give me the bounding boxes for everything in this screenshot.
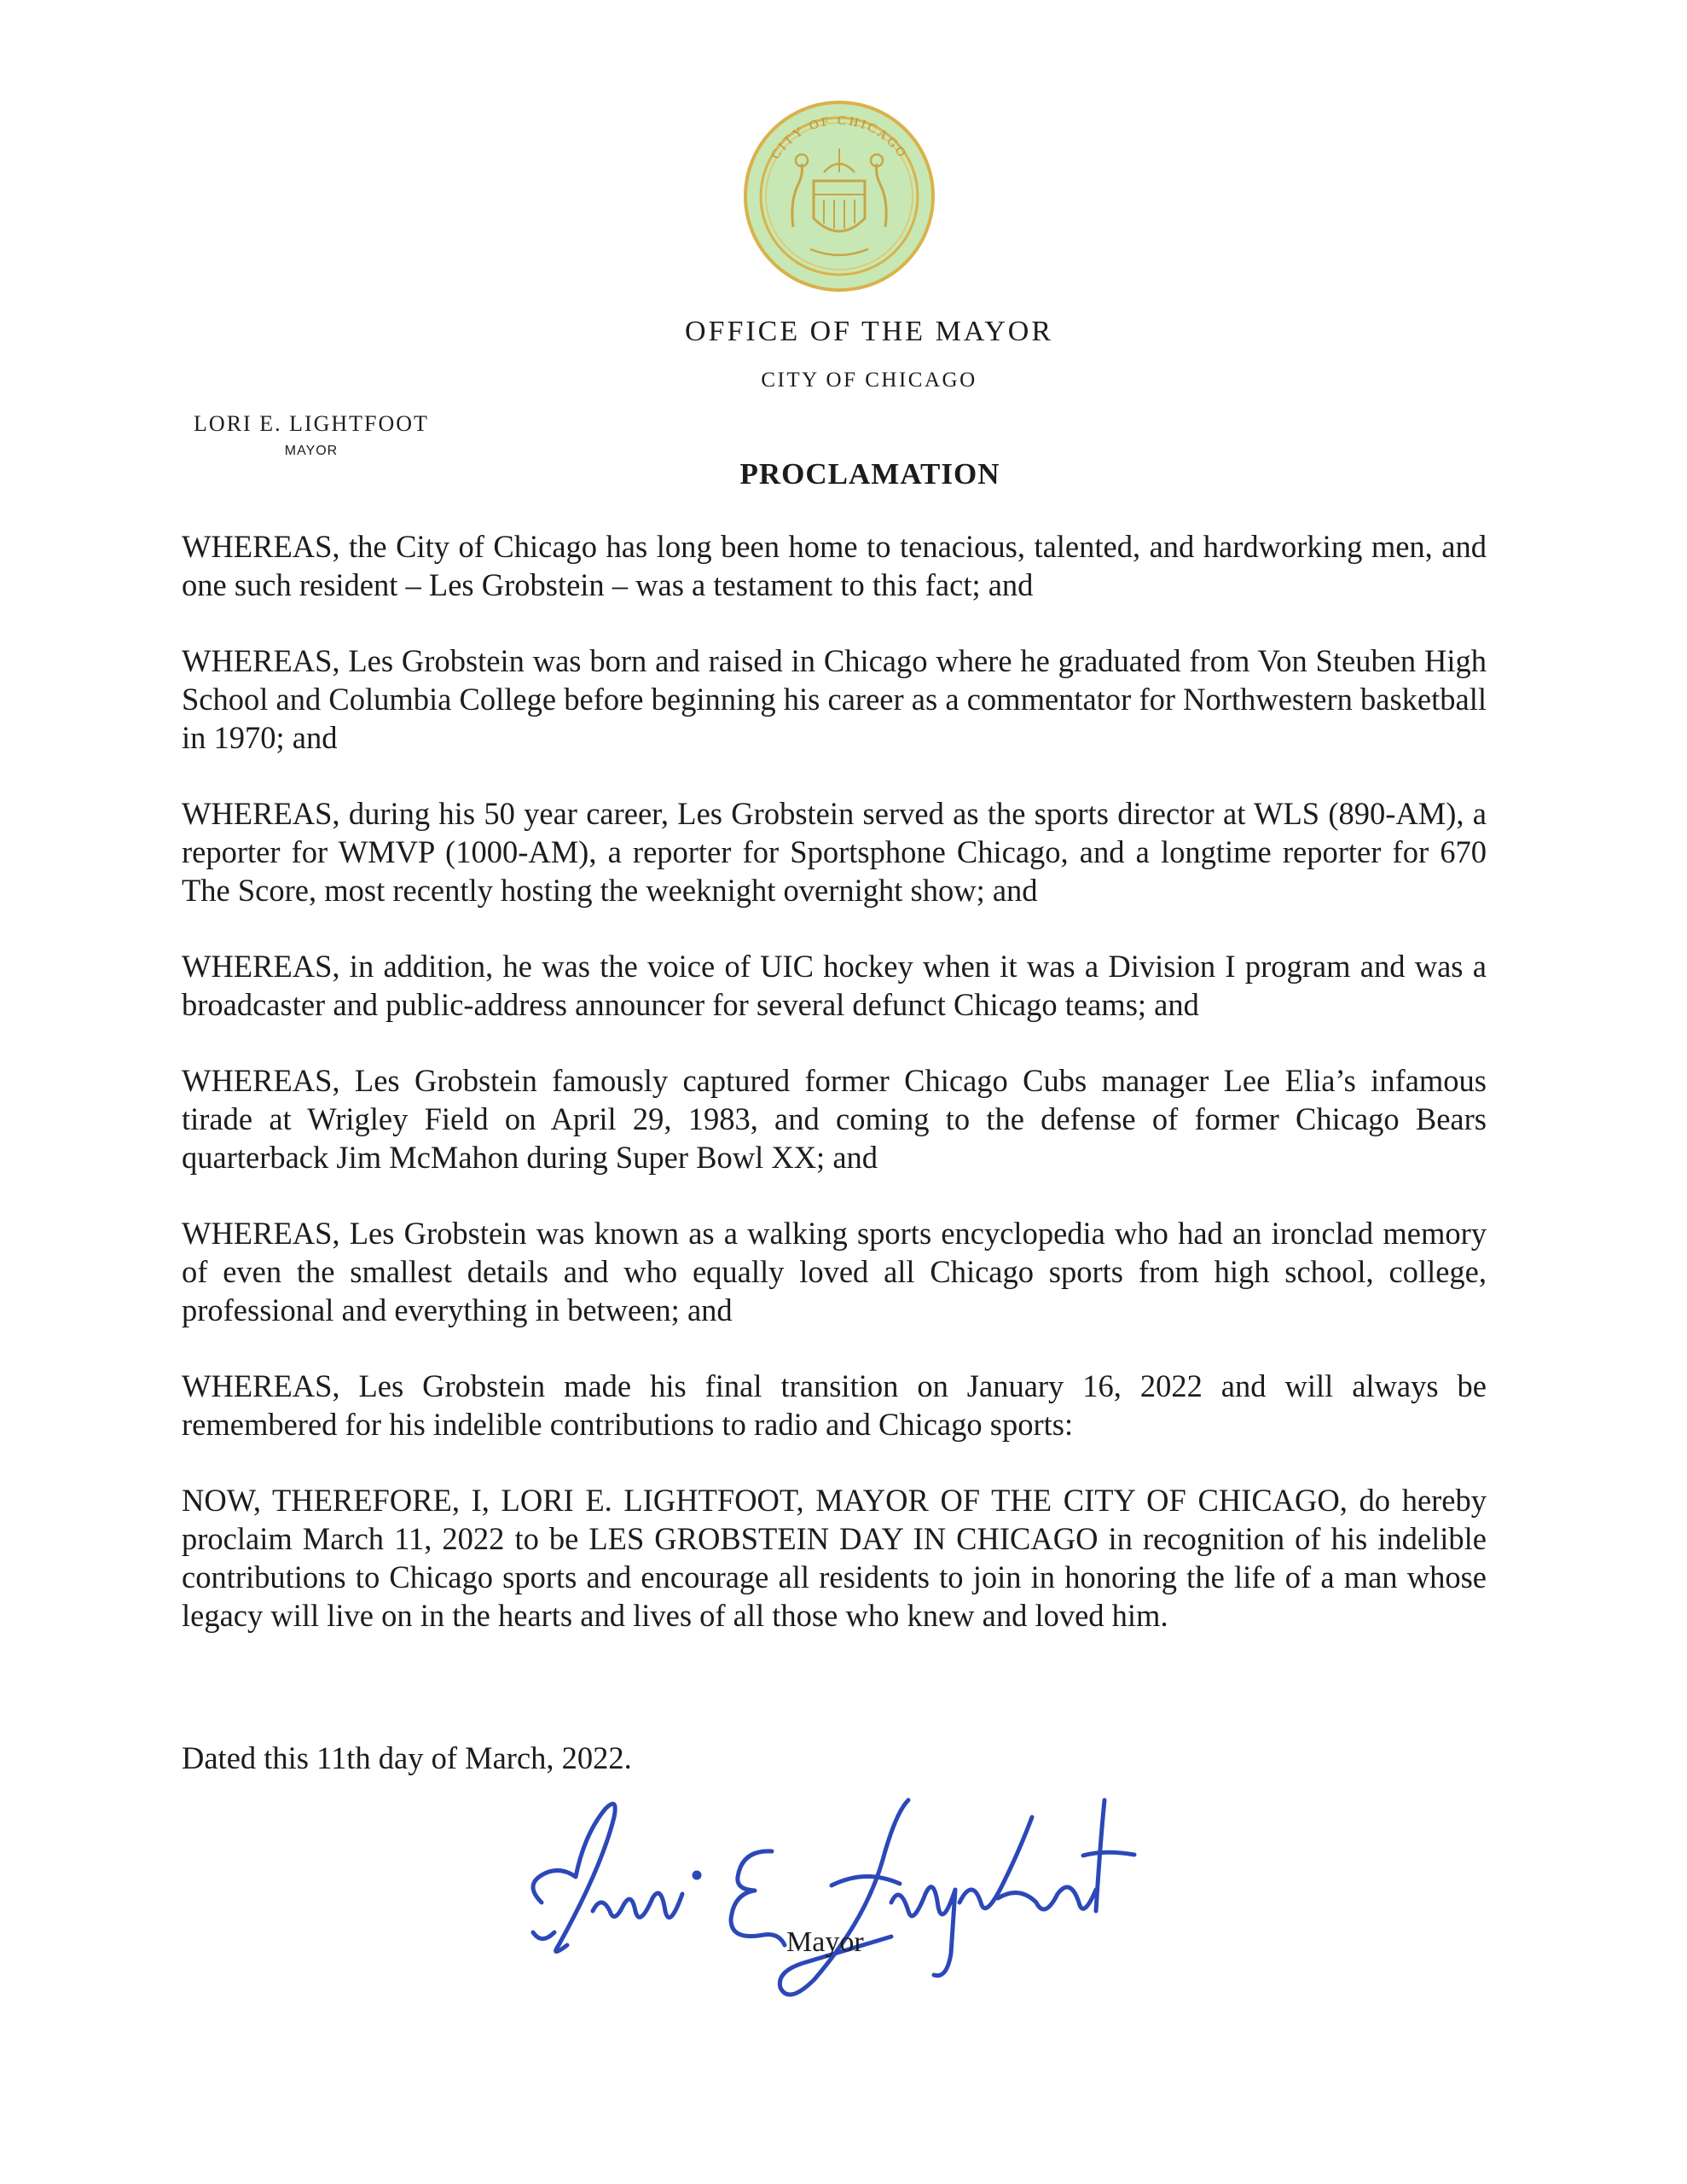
whereas-paragraph-5: WHEREAS, Les Grobstein famously captured former Chicago Cubs manager Lee Elia’s infamous tirade at Wrigley Field on April 29, 1983, and coming to the defense of former Chicago Bears quarterback Jim McMahon during Super Bowl XX; and	[182, 1063, 1487, 1175]
mayor-signature	[507, 1783, 1173, 2013]
mayor-name: LORI E. LIGHTFOOT	[194, 411, 429, 436]
whereas-paragraph-2: WHEREAS, Les Grobstein was born and raised in Chicago where he graduated from Von Steuben High School and Columbia College before beginning his career as a commentator for Northwestern basketball in 1970; and	[182, 643, 1487, 755]
mayor-title: MAYOR	[284, 444, 339, 458]
whereas-paragraph-4: WHEREAS, in addition, he was the voice of UIC hockey when it was a Division I program and was a broadcaster and public-address announcer for several defunct Chicago teams; and	[182, 949, 1487, 1022]
dated-line: Dated this 11th day of March, 2022.	[182, 1740, 632, 1775]
whereas-paragraph-7: WHEREAS, Les Grobstein made his final transition on January 16, 2022 and will always be remembered for his indelible contributions to radio and Chicago sports:	[182, 1368, 1487, 1442]
office-title: OFFICE OF THE MAYOR	[684, 316, 1054, 347]
therefore-paragraph: NOW, THEREFORE, I, LORI E. LIGHTFOOT, MAYOR OF THE CITY OF CHICAGO, do hereby proclaim March 11, 2022 to be LES GROBSTEIN DAY IN CHICAGO in recognition of his indelible contributions to Chicago sports and encourage all residents to join in honoring the life of a man whose legacy will live on in the hearts and lives of all those who knew and loved him.	[182, 1483, 1487, 1633]
document-title: PROCLAMATION	[739, 457, 1000, 491]
signature-title: Mayor	[786, 1926, 864, 1958]
proclamation-body	[182, 527, 1487, 1672]
city-title: CITY OF CHICAGO	[761, 369, 977, 392]
seal-ring-text: CITY OF CHICAGO	[768, 113, 910, 162]
whereas-paragraph-6: WHEREAS, Les Grobstein was known as a walking sports encyclopedia who had an ironclad memory of even the smallest details and who equally loved all Chicago sports from high school, college, professional and everything in between; and	[182, 1216, 1487, 1327]
whereas-paragraph-1: WHEREAS, the City of Chicago has long been home to tenacious, talented, and hardworking men, and one such resident – Les Grobstein – was a testament to this fact; and	[182, 529, 1487, 602]
whereas-paragraph-3: WHEREAS, during his 50 year career, Les Grobstein served as the sports director at WLS (890-AM), a reporter for WMVP (1000-AM), a reporter for Sportsphone Chicago, and a longtime reporter for 670 The Score, most recently hosting the weeknight overnight show; and	[182, 796, 1487, 908]
city-seal-icon	[742, 99, 936, 293]
